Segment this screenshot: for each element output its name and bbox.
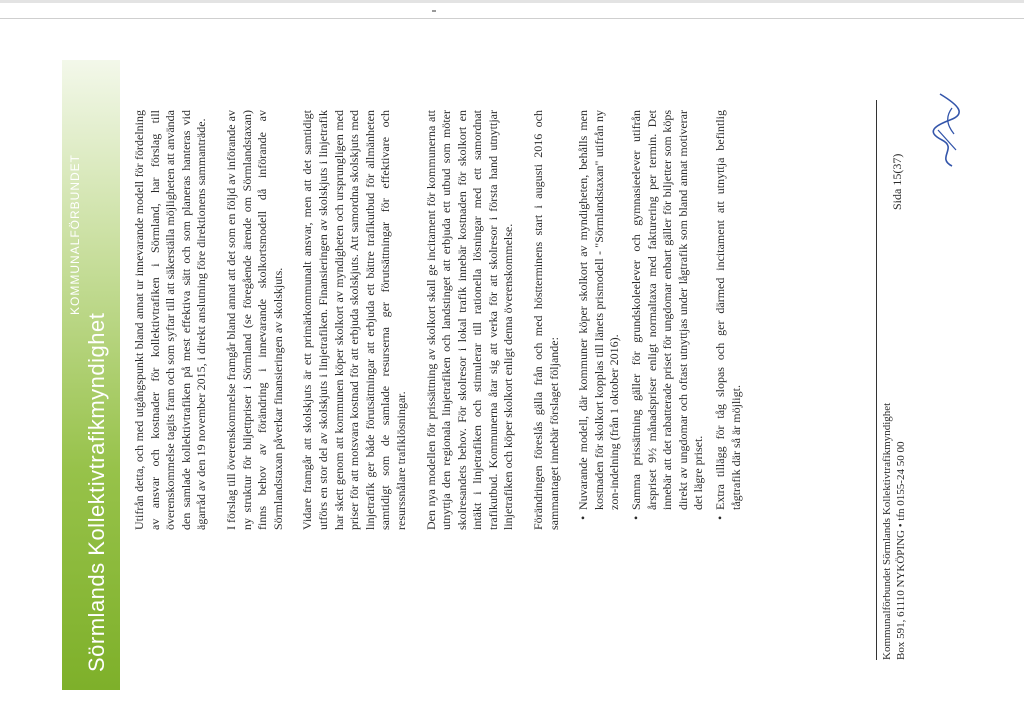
bullet-item: • Nuvarande modell, där kommuner köper skolkort av myndigheten, behålls men kostnaden för skolkort kopplas till länets prismodell - "Sörmlandstaxan" utifrån ny zon-indelning (från 1 oktober 2016). (576, 110, 623, 520)
bullet-item: • Extra tillägg för tåg slopas och ger därmed incitament att utnyttja befintlig tågtrafik där så är möjligt. (713, 110, 744, 520)
body-text (132, 110, 750, 530)
document-page (62, 60, 962, 690)
paragraph-4: Den nya modellen för prissättning av skolkort skall ge incitament för kommunerna att utnyttja den regionala linjetrafiken och landstinget att erbjuda ett utbud som möter skolresandets behov. För skolresor i lokal trafik innebär kostnaden för skolkort en intäkt i linjetrafiken och stimulerar till rationella lösningar med ett samordnat trafikutbud. Kommunerna åtar sig att verka för att skolresor i första hand utnyttjar linjetrafiken och köper skolkort enligt denna överenskommelse. (423, 110, 516, 530)
paragraph-1: Utifrån detta, och med utgångspunkt bland annat ur innevarande modell för fördelning av ansvar och kostnader för kollektivtrafiken i Sörmland, har förslag till överenskommelse tagits fram och som syftar till att säkerställa möjligheten att använda den samlade kollektivtrafiken på mest effektiva sätt och som planeras hanteras vid ägarråd av den 19 november 2015, i direkt anslutning före direktionens sammanträde. (132, 110, 209, 530)
initials-signature (932, 90, 962, 170)
scan-top-edge (0, 0, 1024, 3)
paragraph-3: Vidare framgår att skolskjuts är ett primärkommunalt ansvar, men att det samtidigt utförs en stor del av skolskjuts i linjetrafiken. Finansieringen av skolskjuts i linjetrafik har skett genom att kommunen köper skolkort av myndigheten och ursprungligen med priser för att motsvara kostnad för att erbjuda skolskjuts. Att samordna skolskjuts med linjetrafik ger både förutsättningar att erbjuda ett bättre trafikutbud för allmänheten samtidigt som de samlade resurserna ger förutsättningar för effektivare och resurssnålare trafiklösningar. (300, 110, 408, 530)
agency-name: Sörmlands Kollektivtrafikmyndighet (84, 312, 109, 672)
page-number: Sida 15(37) (890, 153, 904, 210)
scan-speck (432, 10, 436, 12)
footer-contact: Box 591, 61110 NYKÖPING • tfn 0155-24 50 00 (895, 441, 907, 660)
paragraph-2: I förslag till överenskommelse framgår bland annat att det som en följd av införande av ny struktur för biljettpriser i Sörmland (se föregående ärende om Sörmlandstaxan) finns behov av förändring i innevarande skolkortsmodell då införande av Sörmlandstaxan påverkar finansieringen av skolskjuts. (223, 110, 285, 530)
footer-divider (876, 100, 877, 660)
letterhead-banner (62, 60, 120, 690)
footer-address (880, 403, 908, 660)
bullet-list (576, 110, 744, 530)
bullet-item: • Samma prissättning gäller för grundskoleelever och gymnasieelever utifrån årspriset 9½ månadspriser enligt normaltaxa med fakturering per termin. Det innebär att det rabatterade priset för ungdomar enbart gäller för biljetter som köps direkt av ungdomar och oftast utnyttjas under lågtrafik som bland annat motiverar det lägre priset. (629, 110, 707, 520)
footer-org: Kommunalförbundet Sörmlands Kollektivtrafikmyndighet (881, 402, 893, 660)
org-name: KOMMUNALFÖRBUNDET (68, 153, 82, 315)
paragraph-5: Förändringen föreslås gälla från och med höstterminens start i augusti 2016 och sammantaget innebär förslaget följande: (531, 110, 561, 530)
scan-edge-line (0, 18, 1024, 19)
